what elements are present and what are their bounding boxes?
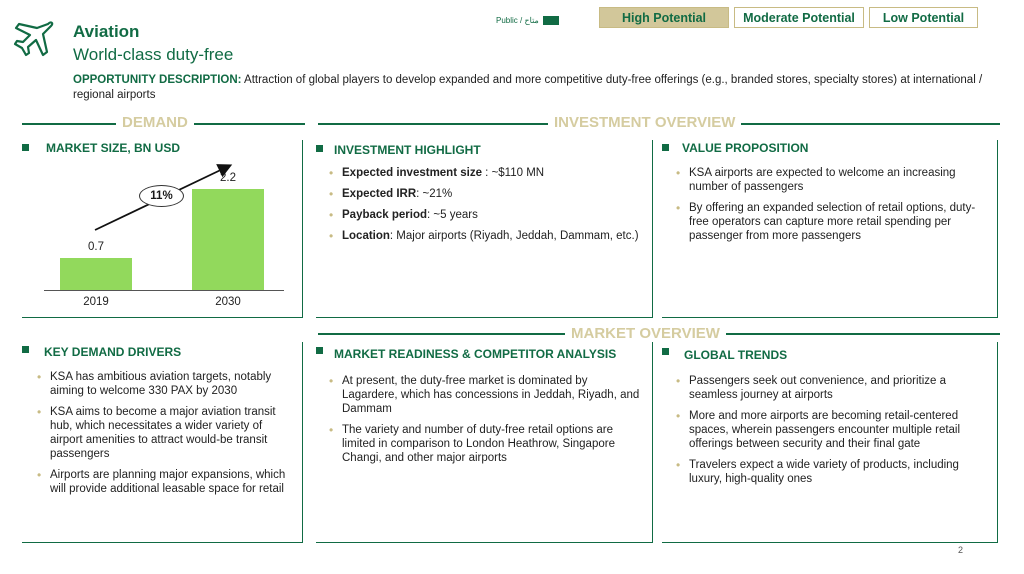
bullet-marker [22, 346, 29, 353]
list-item: • KSA airports are expected to welcome an increasing number of passengers [673, 166, 993, 194]
key-drivers-title: KEY DEMAND DRIVERS [44, 345, 182, 359]
classification-text: Public / متاح [496, 16, 539, 25]
list-item: • Payback period: ~5 years [326, 208, 646, 222]
opportunity-label: OPPORTUNITY DESCRIPTION: [73, 74, 242, 86]
opportunity-description [73, 73, 1008, 103]
list-item: • KSA aims to become a major aviation transit hub, which necessitates a wider variety of airport amenities to attract would-be transit passengers [34, 405, 296, 461]
market-readiness-list [326, 374, 644, 472]
chart-bar-2019 [60, 258, 132, 290]
list-item: • Expected investment size : ~$110 MN [326, 166, 646, 180]
opportunity-text: Attraction of global players to develop expanded and more competitive duty-free offerings (e.g., branded stores, specialty stores) at international / regional airports [73, 74, 983, 101]
key-drivers-list [34, 370, 296, 503]
classification-label [496, 16, 559, 25]
market-section-title: MARKET OVERVIEW [565, 325, 726, 342]
list-item: • Travelers expect a wide variety of products, including luxury, high-quality ones [673, 458, 995, 486]
bullet-marker [316, 145, 323, 152]
page-number: 2 [958, 545, 964, 555]
market-readiness-title: MARKET READINESS & COMPETITOR ANALYSIS [334, 347, 617, 361]
potential-high-badge: High Potential [599, 7, 729, 28]
investment-highlight-list [326, 166, 646, 250]
demand-section-title: DEMAND [116, 114, 194, 131]
chart-axis [44, 290, 284, 291]
list-item: • Passengers seek out convenience, and prioritize a seamless journey at airports [673, 374, 995, 402]
classification-swatch [543, 16, 559, 25]
chart-tick-label: 2019 [83, 296, 109, 308]
value-proposition-list [673, 166, 993, 250]
airplane-icon [12, 18, 56, 62]
list-item: • More and more airports are becoming retail-centered spaces, wherein passengers encounter multiple retail offerings between security and their final gate [673, 409, 995, 451]
list-item: • Location: Major airports (Riyadh, Jeddah, Dammam, etc.) [326, 229, 646, 243]
investment-section-title: INVESTMENT OVERVIEW [548, 114, 741, 131]
bullet-marker [316, 347, 323, 354]
global-trends-title: GLOBAL TRENDS [684, 348, 788, 362]
list-item: • By offering an expanded selection of retail options, duty-free operators can capture more retail spending per passenger from more passengers [673, 201, 993, 243]
bullet-marker [662, 348, 669, 355]
chart-data-label: 0.7 [88, 240, 104, 253]
chart-data-label: 2.2 [220, 171, 236, 184]
chart-tick-label: 2030 [215, 296, 241, 308]
potential-moderate-badge: Moderate Potential [734, 7, 864, 28]
list-item: • Airports are planning major expansions, which will provide additional leasable space for retail [34, 468, 296, 496]
global-trends-list [673, 374, 995, 493]
list-item: • KSA has ambitious aviation targets, notably aiming to welcome 330 PAX by 2030 [34, 370, 296, 398]
cagr-badge: 11% [139, 185, 184, 207]
page-title: Aviation [73, 22, 140, 41]
list-item: • At present, the duty-free market is dominated by Lagardere, which has concessions in Jeddah, Riyadh, and Dammam [326, 374, 644, 416]
list-item: • The variety and number of duty-free retail options are limited in comparison to London Heathrow, Singapore Changi, and other major airports [326, 423, 644, 465]
market-size-title: MARKET SIZE, BN USD [46, 141, 181, 155]
bullet-marker [662, 144, 669, 151]
potential-low-badge: Low Potential [869, 7, 978, 28]
page-subtitle: World-class duty-free [73, 45, 234, 64]
list-item: • Expected IRR: ~21% [326, 187, 646, 201]
investment-highlight-title: INVESTMENT HIGHLIGHT [334, 143, 481, 157]
value-proposition-title: VALUE PROPOSITION [682, 141, 809, 155]
bullet-marker [22, 144, 29, 151]
